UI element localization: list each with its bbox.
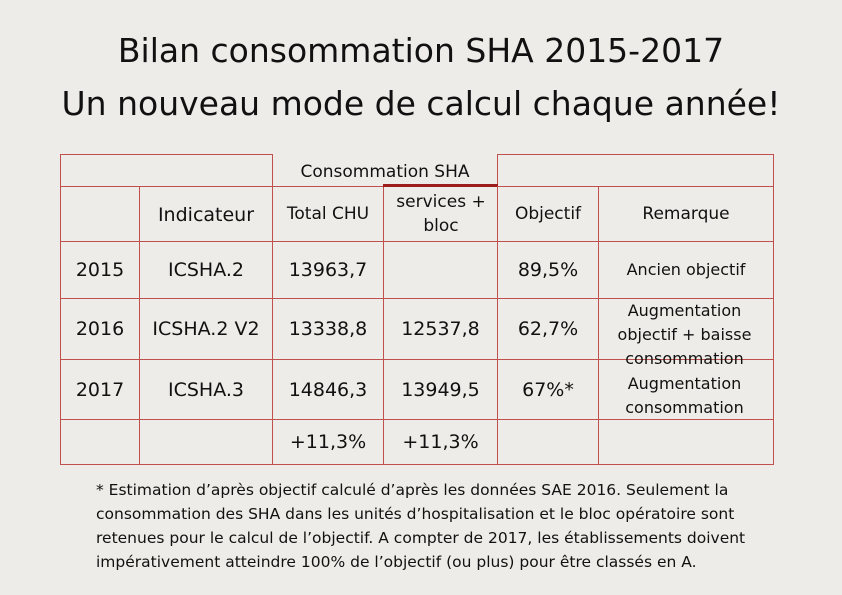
evolution-total: +11,3% — [272, 419, 384, 465]
objective-2016: 62,7% — [497, 298, 599, 360]
header-services-line2: bloc — [423, 216, 459, 236]
objective-2015: 89,5% — [497, 241, 599, 299]
remark-2017-line2: consommation — [625, 398, 744, 417]
consumption-group-header: Consommation SHA — [300, 162, 470, 182]
remark-2017 — [598, 372, 771, 420]
remark-2015: Ancien objectif — [598, 241, 774, 299]
year-2017: 2017 — [60, 359, 140, 420]
evolution-objective-cell — [497, 419, 599, 465]
remark-2016-line3: consommation — [625, 349, 744, 368]
services-2016: 12537,8 — [383, 298, 498, 360]
remark-2016-line1: Augmentation — [627, 301, 742, 320]
evolution-services: +11,3% — [383, 419, 498, 465]
evolution-year-cell — [60, 419, 140, 465]
total-2016: 13338,8 — [272, 298, 384, 360]
evolution-indicator-cell — [139, 419, 273, 465]
remark-2017-line1: Augmentation — [627, 374, 742, 393]
evolution-remark-cell — [598, 419, 774, 465]
header-year-cell — [60, 186, 140, 242]
footnote — [96, 478, 776, 574]
header-objective: Objectif — [497, 186, 599, 242]
indicator-2015: ICSHA.2 — [139, 241, 273, 299]
header-total-chu: Total CHU — [272, 186, 384, 242]
objective-2017: 67%* — [497, 359, 599, 420]
header-remark: Remarque — [598, 186, 774, 242]
year-2016: 2016 — [60, 298, 140, 360]
indicator-2017: ICSHA.3 — [139, 359, 273, 420]
footnote-line-4: impérativement atteindre 100% de l’objectif (ou plus) pour être classés en A. — [96, 553, 697, 571]
header-empty-objective — [497, 154, 774, 187]
group-underline — [383, 184, 498, 187]
remark-2016-line2: objectif + baisse — [617, 325, 752, 344]
slide-subtitle: Un nouveau mode de calcul chaque année! — [61, 84, 781, 123]
services-2015 — [383, 241, 498, 299]
services-2017: 13949,5 — [383, 359, 498, 420]
footnote-line-3: retenues pour le calcul de l’objectif. A compter de 2017, les établissements doivent — [96, 529, 746, 547]
header-indicator: Indicateur — [139, 186, 273, 242]
footnote-line-2: consommation des SHA dans les unités d’hospitalisation et le bloc opératoire sont — [96, 505, 735, 523]
indicator-2016: ICSHA.2 V2 — [139, 298, 273, 360]
slide-title: Bilan consommation SHA 2015-2017 — [117, 31, 725, 70]
header-services-bloc — [384, 190, 498, 238]
total-2017: 14846,3 — [272, 359, 384, 420]
remark-2016 — [598, 299, 771, 371]
year-2015: 2015 — [60, 241, 140, 299]
header-corner-cell — [60, 154, 273, 187]
total-2015: 13963,7 — [272, 241, 384, 299]
footnote-line-1: * Estimation d’après objectif calculé d’après les données SAE 2016. Seulement la — [96, 481, 729, 499]
header-services-line1: services + — [396, 192, 486, 212]
